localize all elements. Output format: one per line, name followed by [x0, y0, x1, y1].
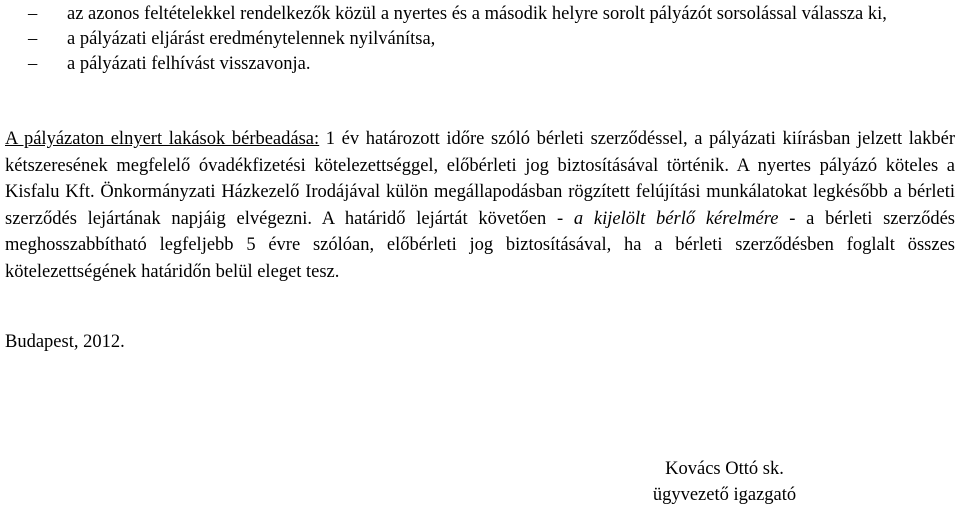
dash-marker: – — [28, 29, 38, 49]
list-item-text: a pályázati felhívást visszavonja. — [67, 54, 311, 74]
paragraph-lead-heading: A pályázaton elnyert lakások bérbeadása: — [5, 129, 320, 149]
list-item-text: az azonos feltételekkel rendelkezők közül a nyertes és a második helyre sorolt pályázót sorsolással válassza ki, — [67, 4, 887, 24]
list-item — [0, 2, 960, 27]
lease-terms-paragraph — [5, 126, 955, 285]
signatory-title: ügyvezető igazgató — [652, 485, 797, 505]
paragraph-text: 1 év határozott időre szóló bérleti szerződéssel, a pályázati kiírásban jelzett lakbér kétszeresének megfelelő óvadékfizetési kötelezettséggel, előbérleti jog biztosításával történik. A nyertes pályázó köteles a Kisfalu Kft. Önkormányzati Házkezelő Irodájával külön megállapodásban rögzített felújítási munkálatokat legkésőbb a bérleti szerződés lejártának napjáig elvégezni. A határidő lejártát követően - — [5, 129, 955, 229]
list-item-text: a pályázati eljárást eredménytelennek nyilvánítsa, — [67, 29, 436, 49]
dash-marker: – — [28, 4, 38, 24]
dash-list — [0, 2, 960, 77]
list-item — [0, 27, 960, 52]
place-date: Budapest, 2012. — [5, 332, 125, 352]
paragraph-text: - a bérleti szerződés meghosszabbítható legfeljebb 5 évre szólóan, előbérleti jog biztosításával, ha a bérleti szerződésben foglalt összes kötelezettségének határidőn belül eleget tesz. — [5, 208, 956, 282]
dash-marker: – — [28, 54, 38, 74]
list-item — [0, 52, 960, 77]
paragraph-italic-text: a kijelölt bérlő kérelmére — [573, 208, 779, 229]
signatory-name: Kovács Ottó sk. — [665, 459, 784, 479]
signature-block — [622, 456, 827, 508]
